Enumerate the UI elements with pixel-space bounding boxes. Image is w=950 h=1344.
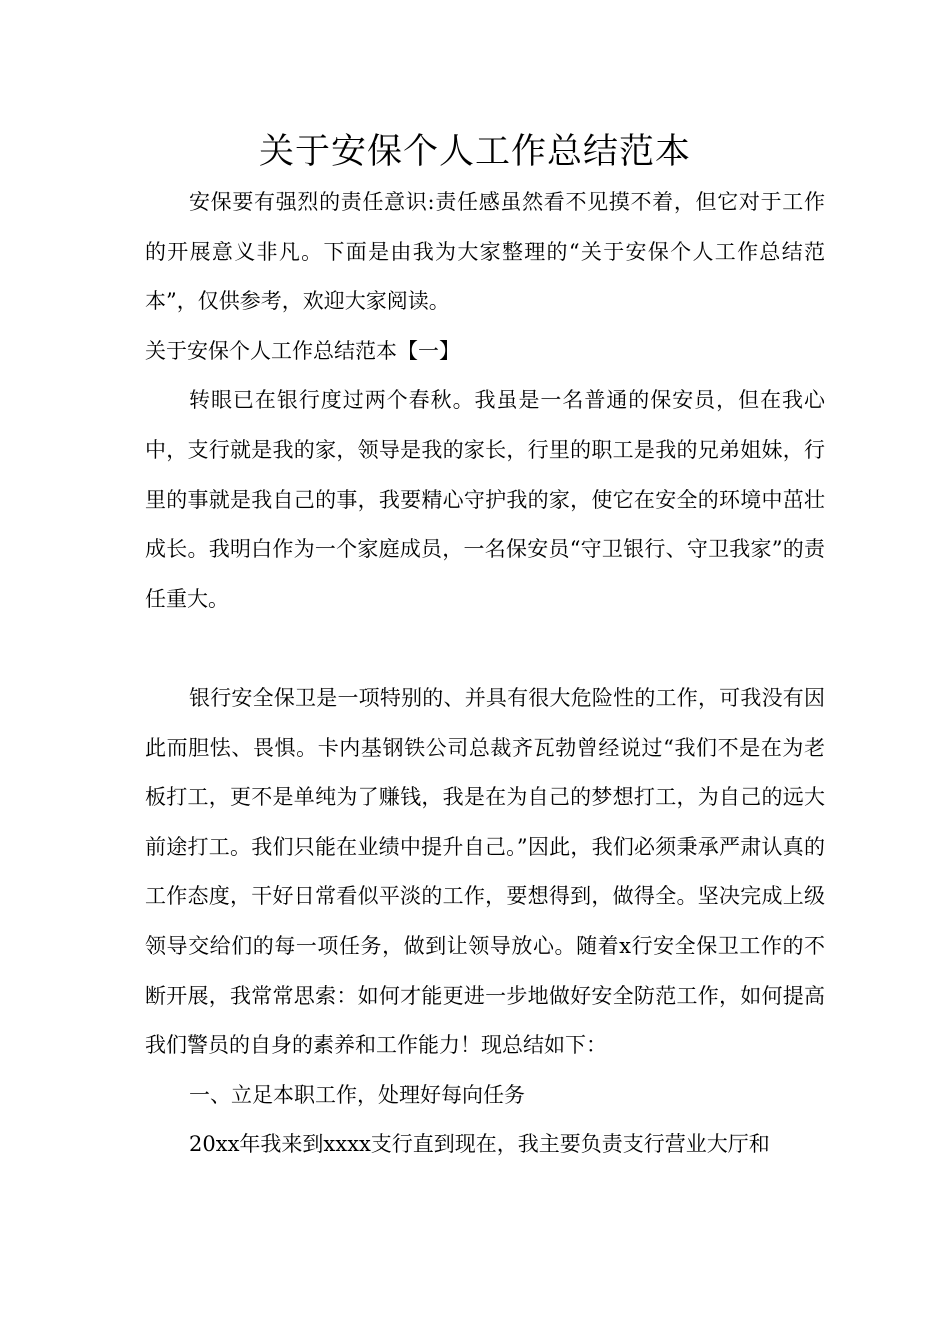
- intro-paragraph: 安保要有强烈的责任意识:责任感虽然看不见摸不着，但它对于工作的开展意义非凡。下面是由我为大家整理的“关于安保个人工作总结范本”，仅供参考，欢迎大家阅读。: [145, 190, 825, 314]
- body-paragraph-2: 银行安全保卫是一项特别的、并具有很大危险性的工作，可我没有因此而胆怯、畏惧。卡内基钢铁公司总裁齐瓦勃曾经说过“我们不是在为老板打工，更不是单纯为了赚钱，我是在为自己的梦想打工，为自己的远大前途打工。我们只能在业绩中提升自己。”因此，我们必须秉承严肃认真的工作态度，干好日常看似平淡的工作，要想得到，做得全。坚决完成上级领导交给们的每一项任务，做到让领导放心。随着x行安全保卫工作的不断开展，我常常思索：如何才能更进一步地做好安全防范工作，如何提高我们警员的自身的素养和工作能力！现总结如下：: [145, 685, 825, 1058]
- subsection-heading: 一、立足本职工作，处理好每向任务: [189, 1082, 525, 1107]
- paragraph-spacer: [145, 624, 825, 674]
- body-paragraph-1: 转眼已在银行度过两个春秋。我虽是一名普通的保安员，但在我心中，支行就是我的家，领导是我的家长，行里的职工是我的兄弟姐妹，行里的事就是我自己的事，我要精心守护我的家，使它在安全的环境中茁壮成长。我明白作为一个家庭成员，一名保安员“守卫银行、守卫我家”的责任重大。: [145, 388, 825, 611]
- document-body: [145, 178, 825, 1170]
- section-heading: 关于安保个人工作总结范本【一】: [145, 338, 460, 363]
- body-paragraph-3: 20xx年我来到xxxx支行直到现在，我主要负责支行营业大厅和: [189, 1132, 770, 1157]
- document-title: 关于安保个人工作总结范本: [258, 132, 691, 172]
